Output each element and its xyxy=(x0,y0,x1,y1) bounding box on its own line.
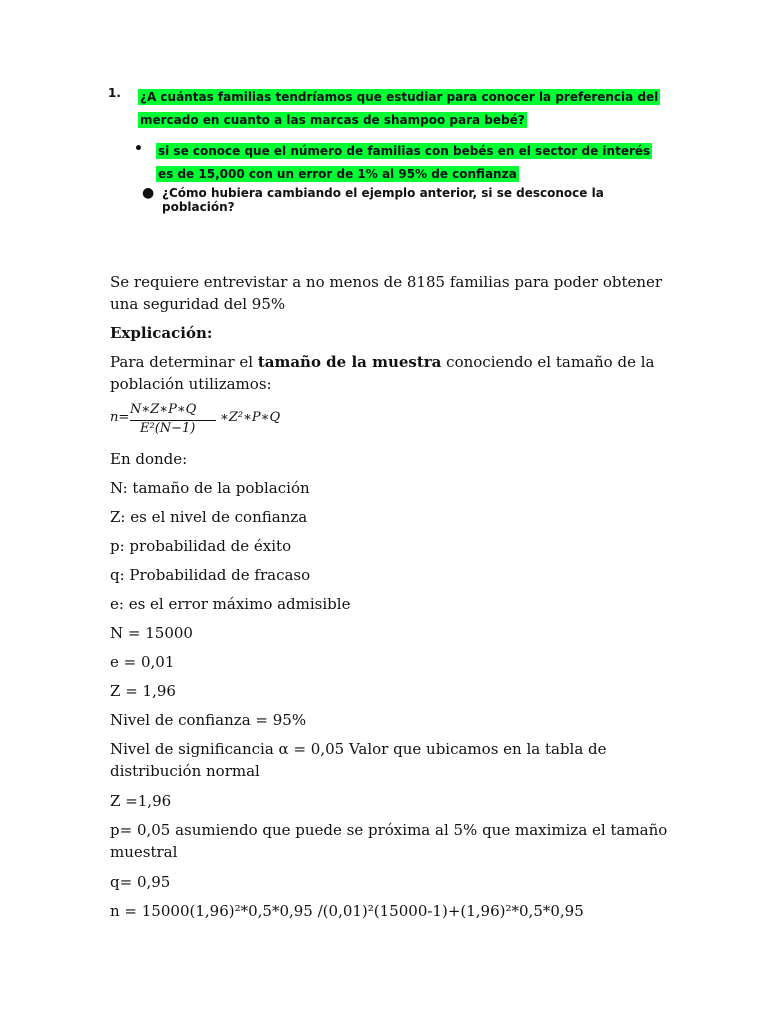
heading-text: Explicación: xyxy=(110,324,213,342)
formula-lhs: n= xyxy=(110,410,130,425)
text-line: Nivel de confianza = 95% xyxy=(110,711,307,729)
intro-bold: tamaño de la muestra xyxy=(257,353,442,371)
text-line: p= 0,05 asumiendo que puede se próxima al 5% que maximiza el tamaño muestral xyxy=(110,821,668,861)
explanation-heading xyxy=(110,322,670,344)
formula-denominator: E²(N−1) xyxy=(140,421,196,436)
text-line: p: probabilidad de éxito xyxy=(110,537,292,555)
bullet-symbol: • xyxy=(134,141,143,157)
text-line: q: Probabilidad de fracaso xyxy=(110,566,311,584)
intro-prefix: Para determinar el xyxy=(110,353,258,371)
formula-tail: ∗Z²∗P∗Q xyxy=(220,410,281,425)
text-line: Z = 1,96 xyxy=(110,682,176,700)
text-line: Z: es el nivel de confianza xyxy=(110,508,308,526)
text-line: n = 15000(1,96)²*0,5*0,95 /(0,01)²(15000-1)+(1,96)²*0,5*0,95 xyxy=(110,902,584,920)
intro-suffix: conociendo el tamaño de la población utilizamos: xyxy=(110,353,655,393)
question-number: 1. xyxy=(108,86,121,100)
bullet-text: ¿Cómo hubiera cambiando el ejemplo anterior, si se desconoce la población? xyxy=(162,186,604,214)
text-line: Nivel de significancia α = 0,05 Valor que ubicamos en la tabla de distribución normal xyxy=(110,740,607,780)
bullet-text: si se conoce que el número de familias con bebés en el sector de interés es de 15,000 con un error de 1% al 95% de confianza xyxy=(158,144,651,181)
text-line: Z =1,96 xyxy=(110,792,172,810)
bullet-symbol: ● xyxy=(142,185,155,201)
question-text: ¿A cuántas familias tendríamos que estudiar para conocer la preferencia del mercado en cuanto a las marcas de shampoo para bebé? xyxy=(140,90,659,127)
text-line: q= 0,95 xyxy=(110,873,171,891)
text-line: e = 0,01 xyxy=(110,653,175,671)
answer-paragraph: Se requiere entrevistar a no menos de 8185 familias para poder obtener una seguridad del 95% xyxy=(110,273,663,313)
text-line: N: tamaño de la población xyxy=(110,479,310,497)
text-line: e: es el error máximo admisible xyxy=(110,595,351,613)
intro-paragraph xyxy=(110,351,670,395)
text-line: En donde: xyxy=(110,450,188,468)
formula-numerator: N∗Z∗P∗Q xyxy=(130,402,197,417)
text-line: N = 15000 xyxy=(110,624,193,642)
sample-size-formula xyxy=(110,402,330,442)
